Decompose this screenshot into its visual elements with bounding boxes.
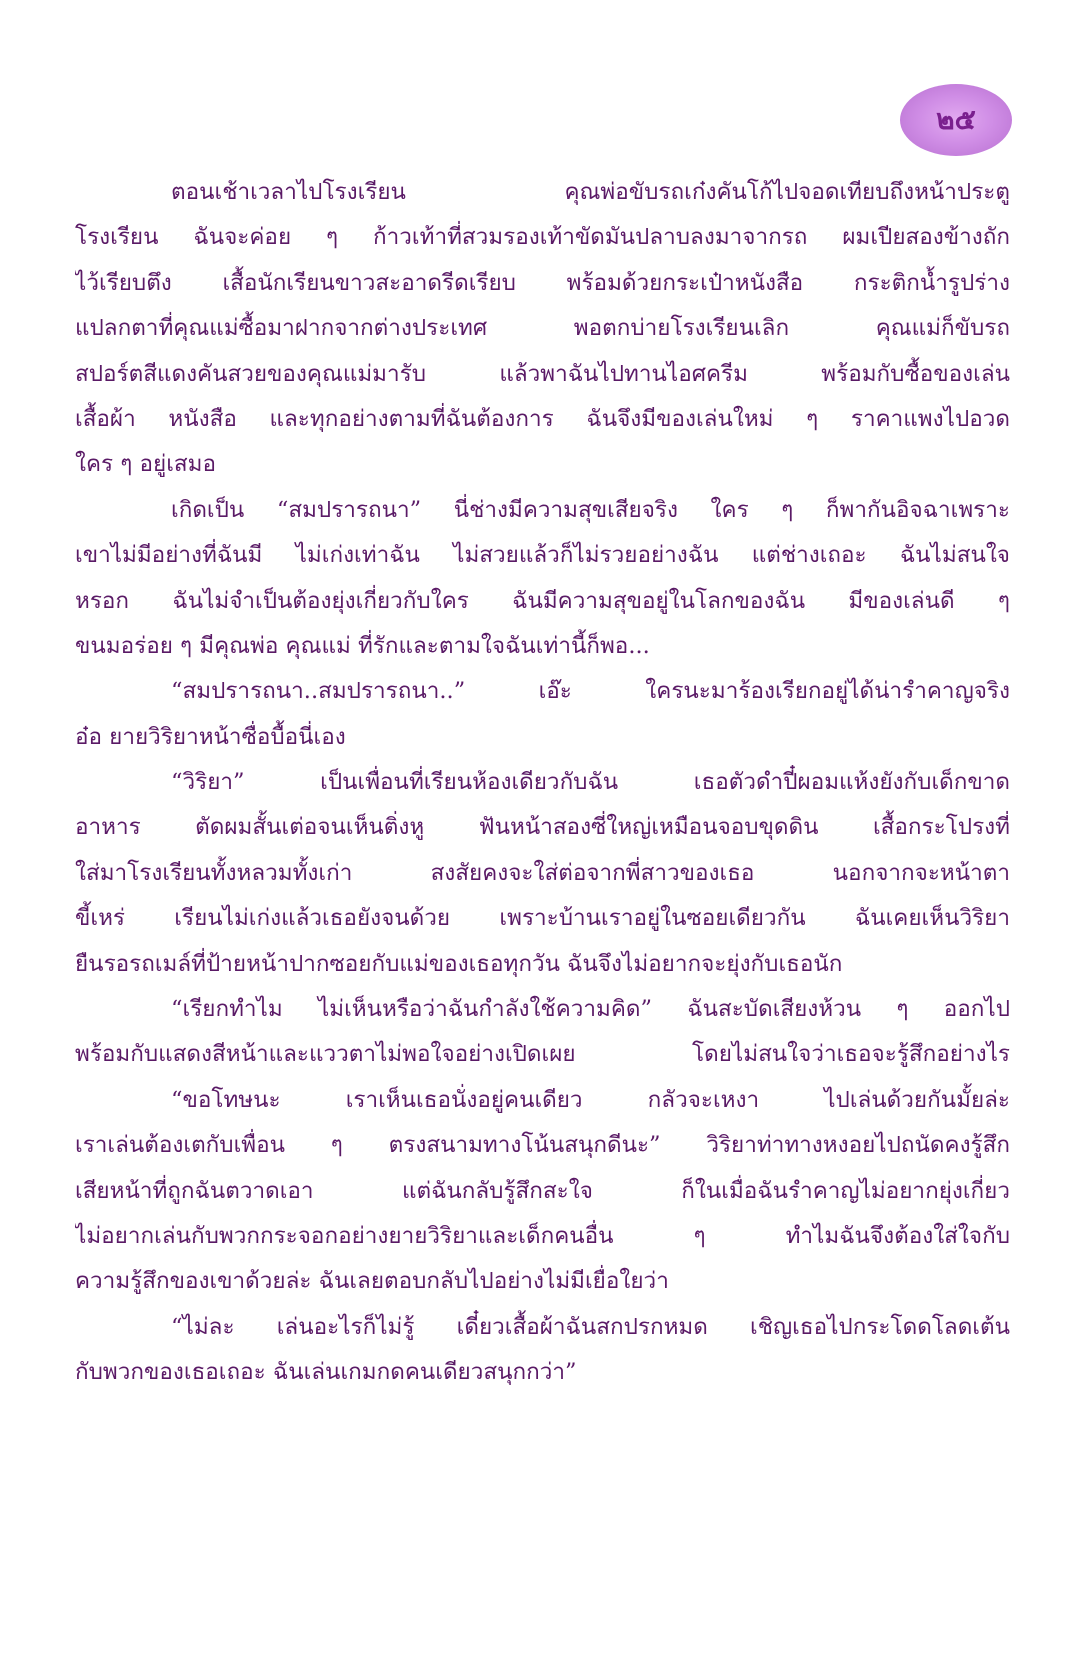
page-number-badge bbox=[900, 84, 1012, 156]
text-line: ขนมอร่อย ๆ มีคุณพ่อ คุณแม่ ที่รักและตามใจฉันเท่านี้ก็พอ... bbox=[75, 632, 650, 659]
text-line: สปอร์ตสีแดงคันสวยของคุณแม่มารับ แล้วพาฉันไปทานไอศครีม พร้อมกับซื้อของเล่น bbox=[75, 360, 1010, 387]
text-line: โรงเรียน ฉันจะค่อย ๆ ก้าวเท้าที่สวมรองเท้าขัดมันปลาบลงมาจากรถ ผมเปียสองข้างถัก bbox=[75, 224, 1010, 251]
text-line: เกิดเป็น “สมปรารถนา” นี่ช่างมีความสุขเสียจริง ใคร ๆ ก็พากันอิจฉาเพราะ bbox=[171, 496, 1010, 523]
text-line: เสียหน้าที่ถูกฉันตวาดเอา แต่ฉันกลับรู้สึกสะใจ ก็ในเมื่อฉันรำคาญไม่อยากยุ่งเกี่ยว bbox=[75, 1177, 1010, 1204]
text-line: “ขอโทษนะ เราเห็นเธอนั่งอยู่คนเดียว กลัวจะเหงา ไปเล่นด้วยกันมั้ยล่ะ bbox=[171, 1086, 1010, 1113]
text-line: ขี้เหร่ เรียนไม่เก่งแล้วเธอยังจนด้วย เพราะบ้านเราอยู่ในซอยเดียวกัน ฉันเคยเห็นวิริยา bbox=[75, 905, 1010, 932]
page-number: ๒๕ bbox=[936, 103, 976, 136]
text-line: แปลกตาที่คุณแม่ซื้อมาฝากจากต่างประเทศ พอตกบ่ายโรงเรียนเลิก คุณแม่ก็ขับรถ bbox=[75, 315, 1010, 342]
text-line: “เรียกทำไม ไม่เห็นหรือว่าฉันกำลังใช้ความคิด” ฉันสะบัดเสียงห้วน ๆ ออกไป bbox=[171, 996, 1010, 1023]
text-line: “สมปรารถนา..สมปรารถนา..” เอ๊ะ ใครนะมาร้องเรียกอยู่ได้น่ารำคาญจริง bbox=[171, 678, 1010, 705]
text-line: อาหาร ตัดผมสั้นเต่อจนเห็นติ่งหู ฟันหน้าสองซี่ใหญ่เหมือนจอบขุดดิน เสื้อกระโปรงที่ bbox=[75, 814, 1010, 841]
text-line: หรอก ฉันไม่จำเป็นต้องยุ่งเกี่ยวกับใคร ฉันมีความสุขอยู่ในโลกของฉัน มีของเล่นดี ๆ bbox=[75, 587, 1010, 614]
text-line: ตอนเช้าเวลาไปโรงเรียน คุณพ่อขับรถเก๋งคันโก้ไปจอดเทียบถึงหน้าประตู bbox=[171, 179, 1010, 205]
text-line: ไม่อยากเล่นกับพวกกระจอกอย่างยายวิริยาและเด็กคนอื่น ๆ ทำไมฉันจึงต้องใส่ใจกับ bbox=[75, 1222, 1010, 1249]
text-line: ความรู้สึกของเขาด้วยล่ะ ฉันเลยตอบกลับไปอย่างไม่มีเยื่อใยว่า bbox=[75, 1268, 669, 1295]
story-text bbox=[75, 170, 1010, 1396]
text-line: เขาไม่มีอย่างที่ฉันมี ไม่เก่งเท่าฉัน ไม่สวยแล้วก็ไม่รวยอย่างฉัน แต่ช่างเถอะ ฉันไม่สนใจ bbox=[75, 542, 1010, 569]
text-line: พร้อมกับแสดงสีหน้าและแววตาไม่พอใจอย่างเปิดเผย โดยไม่สนใจว่าเธอจะรู้สึกอย่างไร bbox=[75, 1041, 1010, 1068]
text-line: กับพวกของเธอเถอะ ฉันเล่นเกมกดคนเดียวสนุกกว่า” bbox=[75, 1359, 577, 1386]
text-line: อ๋อ ยายวิริยาหน้าซื่อบื้อนี่เอง bbox=[75, 723, 346, 750]
text-line: “วิริยา” เป็นเพื่อนที่เรียนห้องเดียวกับฉัน เธอตัวดำปี๋ผอมแห้งยังกับเด็กขาด bbox=[171, 769, 1010, 796]
text-line: ใส่มาโรงเรียนทั้งหลวมทั้งเก่า สงสัยคงจะใส่ต่อจากพี่สาวของเธอ นอกจากจะหน้าตา bbox=[75, 859, 1010, 886]
text-line: ยืนรอรถเมล์ที่ป้ายหน้าปากซอยกับแม่ของเธอทุกวัน ฉันจึงไม่อยากจะยุ่งกับเธอนัก bbox=[75, 950, 843, 977]
text-line: เราเล่นต้องเตกับเพื่อน ๆ ตรงสนามทางโน้นสนุกดีนะ” วิริยาท่าทางหงอยไปถนัดคงรู้สึก bbox=[75, 1132, 1010, 1159]
text-line: ใคร ๆ อยู่เสมอ bbox=[75, 451, 216, 478]
text-line: ไว้เรียบตึง เสื้อนักเรียนขาวสะอาดรีดเรียบ พร้อมด้วยกระเป๋าหนังสือ กระติกน้ำรูปร่าง bbox=[75, 269, 1010, 296]
text-line: เสื้อผ้า หนังสือ และทุกอย่างตามที่ฉันต้องการ ฉันจึงมีของเล่นใหม่ ๆ ราคาแพงไปอวด bbox=[75, 405, 1010, 432]
text-line: “ไม่ละ เล่นอะไรก็ไม่รู้ เดี๋ยวเสื้อผ้าฉันสกปรกหมด เชิญเธอไปกระโดดโลดเต้น bbox=[171, 1313, 1010, 1340]
